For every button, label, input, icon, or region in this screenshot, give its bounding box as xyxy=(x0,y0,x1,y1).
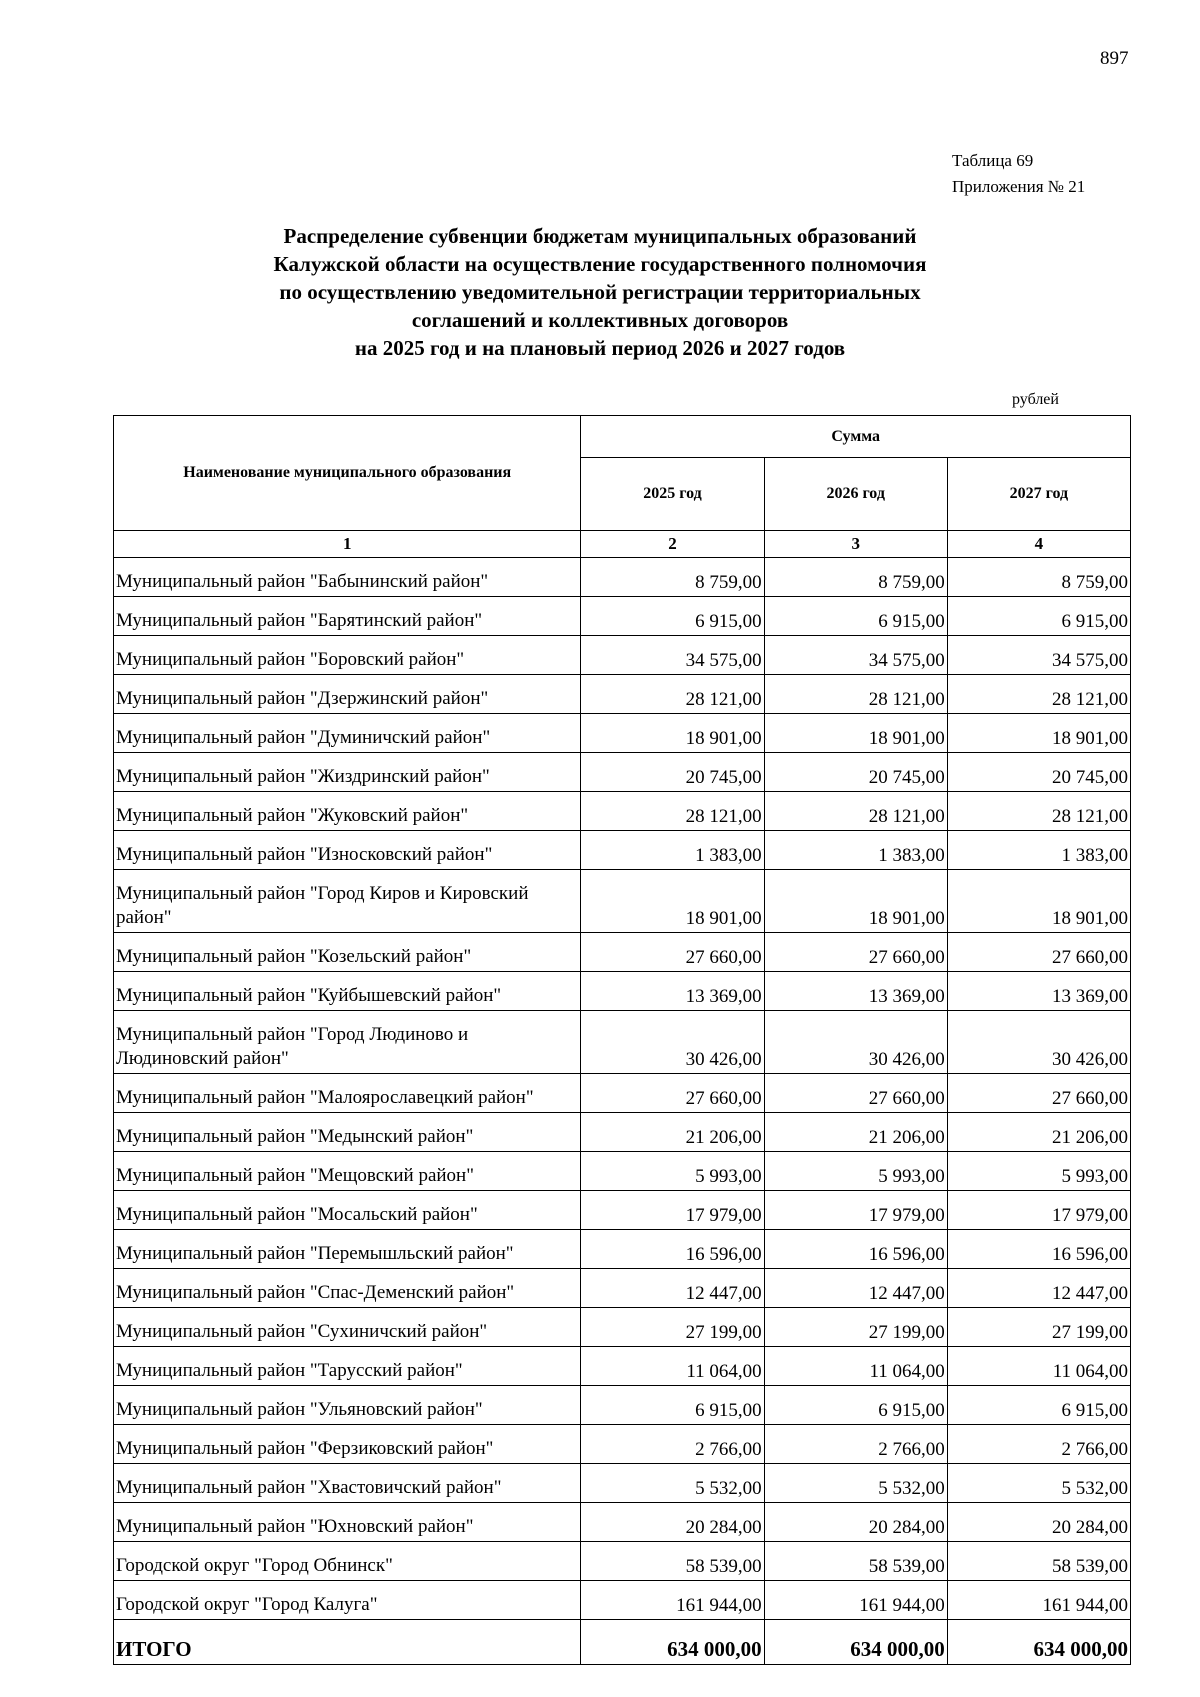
amount-2027: 16 596,00 xyxy=(947,1230,1130,1269)
municipality-name: Муниципальный район "Жуковский район" xyxy=(114,792,581,831)
amount-2025: 27 199,00 xyxy=(581,1308,764,1347)
amount-2026: 20 745,00 xyxy=(764,753,947,792)
table-row xyxy=(114,636,1131,675)
municipality-name: Муниципальный район "Мещовский район" xyxy=(114,1152,581,1191)
amount-2027: 28 121,00 xyxy=(947,792,1130,831)
amount-2025: 11 064,00 xyxy=(581,1347,764,1386)
municipality-name: Муниципальный район "Дзержинский район" xyxy=(114,675,581,714)
amount-2026: 28 121,00 xyxy=(764,675,947,714)
municipality-name: Муниципальный район "Козельский район" xyxy=(114,933,581,972)
amount-2026: 20 284,00 xyxy=(764,1503,947,1542)
amount-2027: 5 993,00 xyxy=(947,1152,1130,1191)
amount-2025: 34 575,00 xyxy=(581,636,764,675)
title-line: на 2025 год и на плановый период 2026 и 2027 годов xyxy=(354,336,846,360)
municipality-name: Муниципальный район "Думиничский район" xyxy=(114,714,581,753)
amount-2027: 34 575,00 xyxy=(947,636,1130,675)
amount-2027: 27 199,00 xyxy=(947,1308,1130,1347)
amount-2027: 27 660,00 xyxy=(947,1074,1130,1113)
amount-2025: 2 766,00 xyxy=(581,1425,764,1464)
amount-2026: 58 539,00 xyxy=(764,1542,947,1581)
amount-2026: 6 915,00 xyxy=(764,1386,947,1425)
municipality-name: Муниципальный район "Бабынинский район" xyxy=(114,558,581,597)
amount-2027: 30 426,00 xyxy=(947,1011,1130,1074)
amount-2027: 8 759,00 xyxy=(947,558,1130,597)
column-index: 3 xyxy=(764,531,947,558)
amount-2026: 21 206,00 xyxy=(764,1113,947,1152)
document-title xyxy=(160,222,1040,362)
amount-2027: 11 064,00 xyxy=(947,1347,1130,1386)
amount-2026: 161 944,00 xyxy=(764,1581,947,1620)
total-row xyxy=(114,1620,1131,1665)
amount-2026: 28 121,00 xyxy=(764,792,947,831)
table-row xyxy=(114,1503,1131,1542)
table-row xyxy=(114,1386,1131,1425)
amount-2026: 6 915,00 xyxy=(764,597,947,636)
municipality-name: Муниципальный район "Ферзиковский район" xyxy=(114,1425,581,1464)
total-label: ИТОГО xyxy=(114,1620,581,1665)
amount-2026: 5 993,00 xyxy=(764,1152,947,1191)
table-row xyxy=(114,1230,1131,1269)
table-row xyxy=(114,831,1131,870)
amount-2026: 27 660,00 xyxy=(764,933,947,972)
municipality-name: Муниципальный район "Ульяновский район" xyxy=(114,1386,581,1425)
municipality-name: Муниципальный район "Город Людиново и Людиновский район" xyxy=(114,1011,581,1074)
amount-2026: 13 369,00 xyxy=(764,972,947,1011)
amount-2026: 17 979,00 xyxy=(764,1191,947,1230)
amount-2025: 13 369,00 xyxy=(581,972,764,1011)
subvention-table xyxy=(113,415,1131,1665)
amount-2026: 2 766,00 xyxy=(764,1425,947,1464)
amount-2027: 1 383,00 xyxy=(947,831,1130,870)
table-row xyxy=(114,870,1131,933)
amount-2025: 27 660,00 xyxy=(581,933,764,972)
municipality-name: Городской округ "Город Калуга" xyxy=(114,1581,581,1620)
total-2027: 634 000,00 xyxy=(947,1620,1130,1665)
amount-2025: 16 596,00 xyxy=(581,1230,764,1269)
amount-2026: 34 575,00 xyxy=(764,636,947,675)
table-row xyxy=(114,1464,1131,1503)
amount-2027: 20 745,00 xyxy=(947,753,1130,792)
amount-2027: 18 901,00 xyxy=(947,870,1130,933)
title-line: Калужской области на осуществление государственного полномочия xyxy=(273,252,927,276)
municipality-name: Муниципальный район "Тарусский район" xyxy=(114,1347,581,1386)
amount-2027: 28 121,00 xyxy=(947,675,1130,714)
municipality-name: Муниципальный район "Перемышльский район" xyxy=(114,1230,581,1269)
amount-2025: 28 121,00 xyxy=(581,675,764,714)
table-reference-line: Таблица 69 xyxy=(952,151,1034,170)
municipality-name: Муниципальный район "Малоярославецкий район" xyxy=(114,1074,581,1113)
amount-2027: 161 944,00 xyxy=(947,1581,1130,1620)
total-2025: 634 000,00 xyxy=(581,1620,764,1665)
amount-2025: 30 426,00 xyxy=(581,1011,764,1074)
amount-2025: 12 447,00 xyxy=(581,1269,764,1308)
municipality-name: Муниципальный район "Юхновский район" xyxy=(114,1503,581,1542)
table-row xyxy=(114,1152,1131,1191)
table-row xyxy=(114,1011,1131,1074)
table-row xyxy=(114,753,1131,792)
amount-2025: 18 901,00 xyxy=(581,714,764,753)
table-row xyxy=(114,1542,1131,1581)
municipality-name: Муниципальный район "Город Киров и Кировский район" xyxy=(114,870,581,933)
amount-2025: 5 532,00 xyxy=(581,1464,764,1503)
table-row xyxy=(114,1113,1131,1152)
municipality-name: Муниципальный район "Износковский район" xyxy=(114,831,581,870)
header-sum: Сумма xyxy=(581,416,1131,458)
municipality-name: Муниципальный район "Хвастовичский район" xyxy=(114,1464,581,1503)
amount-2025: 1 383,00 xyxy=(581,831,764,870)
amount-2025: 58 539,00 xyxy=(581,1542,764,1581)
municipality-name: Муниципальный район "Боровский район" xyxy=(114,636,581,675)
amount-2027: 6 915,00 xyxy=(947,597,1130,636)
header-year-2026: 2026 год xyxy=(764,458,947,531)
municipality-name: Муниципальный район "Сухиничский район" xyxy=(114,1308,581,1347)
table-row xyxy=(114,1308,1131,1347)
amount-2027: 58 539,00 xyxy=(947,1542,1130,1581)
table-row xyxy=(114,792,1131,831)
municipality-name: Городской округ "Город Обнинск" xyxy=(114,1542,581,1581)
municipality-name: Муниципальный район "Спас-Деменский район" xyxy=(114,1269,581,1308)
amount-2026: 5 532,00 xyxy=(764,1464,947,1503)
page-number: 897 xyxy=(1100,48,1129,69)
header-name: Наименование муниципального образования xyxy=(114,416,581,531)
table-row xyxy=(114,1425,1131,1464)
amount-2025: 161 944,00 xyxy=(581,1581,764,1620)
amount-2027: 12 447,00 xyxy=(947,1269,1130,1308)
amount-2026: 12 447,00 xyxy=(764,1269,947,1308)
amount-2026: 8 759,00 xyxy=(764,558,947,597)
amount-2026: 1 383,00 xyxy=(764,831,947,870)
title-line: по осуществлению уведомительной регистрации территориальных xyxy=(279,280,921,304)
table-row xyxy=(114,597,1131,636)
total-2026: 634 000,00 xyxy=(764,1620,947,1665)
amount-2025: 21 206,00 xyxy=(581,1113,764,1152)
amount-2027: 18 901,00 xyxy=(947,714,1130,753)
table-reference xyxy=(952,148,1085,200)
table-row xyxy=(114,675,1131,714)
amount-2027: 27 660,00 xyxy=(947,933,1130,972)
table-row xyxy=(114,1581,1131,1620)
amount-2025: 5 993,00 xyxy=(581,1152,764,1191)
header-year-2025: 2025 год xyxy=(581,458,764,531)
amount-2026: 30 426,00 xyxy=(764,1011,947,1074)
title-line: соглашений и коллективных договоров xyxy=(411,308,789,332)
amount-2026: 18 901,00 xyxy=(764,870,947,933)
appendix-reference-line: Приложения № 21 xyxy=(952,177,1086,196)
amount-2027: 5 532,00 xyxy=(947,1464,1130,1503)
amount-2027: 6 915,00 xyxy=(947,1386,1130,1425)
municipality-name: Муниципальный район "Куйбышевский район" xyxy=(114,972,581,1011)
amount-2025: 28 121,00 xyxy=(581,792,764,831)
municipality-name: Муниципальный район "Жиздринский район" xyxy=(114,753,581,792)
amount-2027: 20 284,00 xyxy=(947,1503,1130,1542)
table-row xyxy=(114,1074,1131,1113)
amount-2025: 18 901,00 xyxy=(581,870,764,933)
amount-2026: 18 901,00 xyxy=(764,714,947,753)
municipality-name: Муниципальный район "Барятинский район" xyxy=(114,597,581,636)
table-row xyxy=(114,933,1131,972)
amount-2025: 20 284,00 xyxy=(581,1503,764,1542)
title-line: Распределение субвенции бюджетам муниципальных образований xyxy=(283,224,917,248)
table-row xyxy=(114,1347,1131,1386)
amount-2026: 11 064,00 xyxy=(764,1347,947,1386)
amount-2027: 17 979,00 xyxy=(947,1191,1130,1230)
table-body xyxy=(114,558,1131,1620)
table-row xyxy=(114,558,1131,597)
amount-2026: 27 660,00 xyxy=(764,1074,947,1113)
amount-2025: 20 745,00 xyxy=(581,753,764,792)
amount-2025: 8 759,00 xyxy=(581,558,764,597)
table-row xyxy=(114,714,1131,753)
amount-2027: 21 206,00 xyxy=(947,1113,1130,1152)
amount-2027: 13 369,00 xyxy=(947,972,1130,1011)
table-row xyxy=(114,972,1131,1011)
municipality-name: Муниципальный район "Мосальский район" xyxy=(114,1191,581,1230)
municipality-name: Муниципальный район "Медынский район" xyxy=(114,1113,581,1152)
table-row xyxy=(114,1191,1131,1230)
amount-2026: 27 199,00 xyxy=(764,1308,947,1347)
amount-2025: 6 915,00 xyxy=(581,597,764,636)
column-index: 1 xyxy=(114,531,581,558)
amount-2025: 17 979,00 xyxy=(581,1191,764,1230)
header-year-2027: 2027 год xyxy=(947,458,1130,531)
amount-2025: 27 660,00 xyxy=(581,1074,764,1113)
amount-2027: 2 766,00 xyxy=(947,1425,1130,1464)
column-index: 2 xyxy=(581,531,764,558)
units-label: рублей xyxy=(1012,391,1059,408)
column-index: 4 xyxy=(947,531,1130,558)
table-row xyxy=(114,1269,1131,1308)
amount-2025: 6 915,00 xyxy=(581,1386,764,1425)
amount-2026: 16 596,00 xyxy=(764,1230,947,1269)
